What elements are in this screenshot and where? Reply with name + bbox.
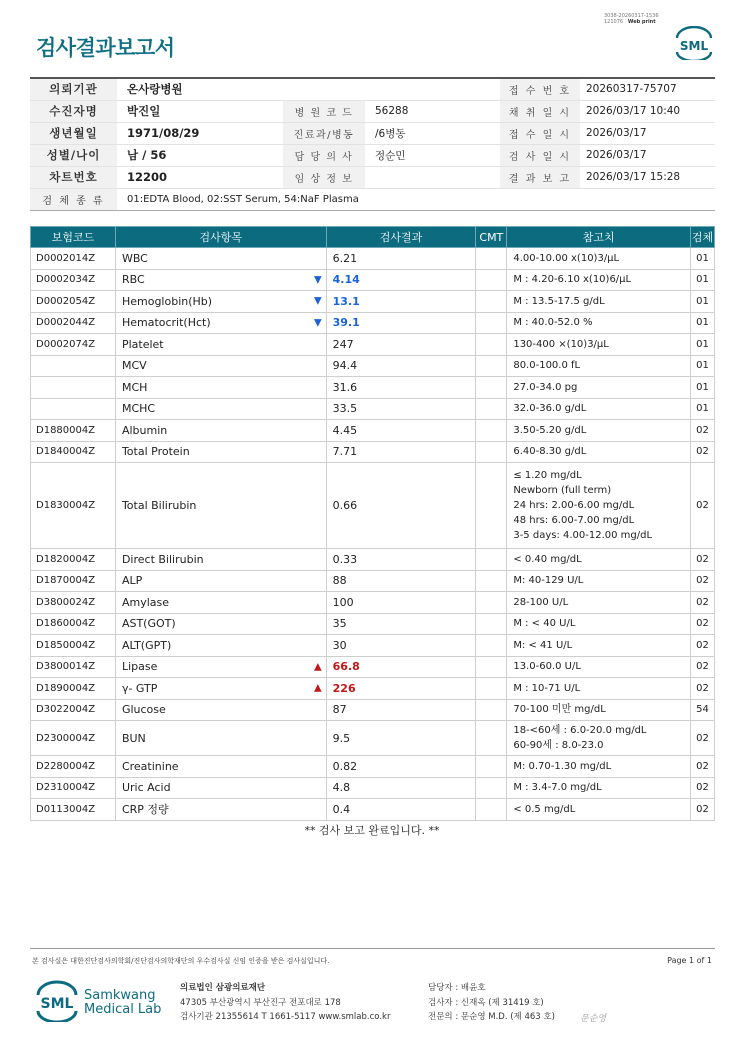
- test-item-name: [115, 678, 326, 700]
- test-item-name: [115, 799, 326, 821]
- reference-range: [507, 355, 691, 377]
- test-item-name: [115, 398, 326, 420]
- insurance-code: [31, 377, 116, 399]
- test-item-label: γ- GTP: [121, 681, 158, 695]
- reference-line: M : 4.20-6.10 x(10)6/μL: [513, 274, 632, 286]
- triangle-down-icon: ▼: [313, 274, 322, 286]
- specimen-code: 02: [690, 721, 714, 756]
- insurance-code: D3022004Z: [31, 699, 116, 721]
- cmt-cell: [476, 777, 507, 799]
- test-result-value: 100: [326, 592, 476, 614]
- test-item-name: [115, 592, 326, 614]
- table-row: [31, 398, 715, 420]
- reference-line: M : 10-71 U/L: [513, 682, 581, 694]
- reference-line: 18-<60세 : 6.0-20.0 mg/dL: [513, 725, 647, 736]
- cmt-cell: [476, 613, 507, 635]
- test-item-label: CRP 정량: [121, 803, 169, 817]
- test-result-value: 0.4: [326, 799, 476, 821]
- insurance-code: [31, 355, 116, 377]
- cmt-cell: [476, 570, 507, 592]
- test-result-value: 9.5: [326, 721, 476, 756]
- insurance-code: D1840004Z: [31, 441, 116, 463]
- cmt-cell: [476, 592, 507, 614]
- test-item-label: Uric Acid: [121, 781, 171, 795]
- insurance-code: D0002054Z: [31, 291, 116, 313]
- chart-number: 12200: [117, 166, 283, 188]
- cmt-cell: [476, 312, 507, 334]
- reference-line: 32.0-36.0 g/dL: [513, 403, 587, 415]
- receipt-date: 2026/03/17: [580, 122, 715, 144]
- cmt-cell: [476, 549, 507, 571]
- reference-range: [507, 334, 691, 356]
- test-item-name: [115, 463, 326, 549]
- col-reference: 참고치: [507, 227, 691, 248]
- test-result-value: 66.8: [326, 656, 476, 678]
- reference-line: < 0.40 mg/dL: [513, 553, 582, 565]
- collection-time: 2026/03/17 10:40: [580, 100, 715, 122]
- reference-range: [507, 592, 691, 614]
- reference-line: M: < 41 U/L: [513, 639, 573, 651]
- test-item-label: Direct Bilirubin: [121, 552, 204, 566]
- department-ward: /6병동: [365, 122, 500, 144]
- insurance-code: D3800024Z: [31, 592, 116, 614]
- test-item-name: [115, 269, 326, 291]
- hospital-code: 56288: [365, 100, 500, 122]
- table-row: [31, 656, 715, 678]
- specimen-code: 02: [690, 463, 714, 549]
- test-result-value: 4.8: [326, 777, 476, 799]
- test-item-name: [115, 355, 326, 377]
- reference-line: 70-100 미만 mg/dL: [513, 704, 606, 716]
- test-item-label: WBC: [121, 251, 148, 265]
- reference-range: [507, 312, 691, 334]
- test-item-label: Albumin: [121, 423, 168, 437]
- specimen-code: 02: [690, 678, 714, 700]
- reference-range: [507, 699, 691, 721]
- table-row: [31, 269, 715, 291]
- col-result: 검사결과: [326, 227, 476, 248]
- test-result-value: 35: [326, 613, 476, 635]
- specimen-code: 01: [690, 291, 714, 313]
- specimen-types: 01:EDTA Blood, 02:SST Serum, 54:NaF Plasma: [117, 188, 715, 210]
- reference-line: 3-5 days: 4.00-12.00 mg/dL: [513, 530, 653, 541]
- specimen-code: 01: [690, 355, 714, 377]
- table-row: [31, 592, 715, 614]
- insurance-code: D1880004Z: [31, 420, 116, 442]
- reference-line: M: 40-129 U/L: [513, 575, 584, 587]
- specimen-code: 02: [690, 777, 714, 799]
- specimen-code: 01: [690, 248, 714, 270]
- cmt-cell: [476, 291, 507, 313]
- test-item-label: AST(GOT): [121, 617, 176, 631]
- staff-info: 담당자 : 배윤호 검사자 : 신재옥 (제 31419 호) 전문의 : 문순영 M.D. (제 463 호): [428, 983, 555, 1022]
- reference-line: 80.0-100.0 fL: [513, 360, 581, 372]
- reference-line: 130-400 ×(10)3/μL: [513, 338, 609, 350]
- specimen-code: 01: [690, 312, 714, 334]
- cmt-cell: [476, 799, 507, 821]
- triangle-down-icon: ▼: [313, 317, 322, 329]
- reference-line: 3.50-5.20 g/dL: [513, 424, 587, 436]
- test-item-label: Amylase: [121, 595, 169, 609]
- reference-range: [507, 291, 691, 313]
- col-test-item: 검사항목: [115, 227, 326, 248]
- test-result-value: 88: [326, 570, 476, 592]
- insurance-code: D1870004Z: [31, 570, 116, 592]
- test-date: 2026/03/17: [580, 144, 715, 166]
- table-row: [31, 756, 715, 778]
- reference-range: [507, 549, 691, 571]
- test-item-name: [115, 613, 326, 635]
- svg-text:SML: SML: [40, 996, 74, 1012]
- specimen-code: 02: [690, 420, 714, 442]
- reference-range: [507, 613, 691, 635]
- reference-line: M : < 40 U/L: [513, 618, 576, 630]
- test-item-name: [115, 441, 326, 463]
- specimen-code: 02: [690, 570, 714, 592]
- patient-info-table: 의뢰기관 온사랑병원 접 수 번 호 20260317-75707 수진자명 박진일 병 원 코 드 56288 채 취 일 시 2026/03/17 10:40 생년월일 1971/08/29 진료과/병동 /6병동 접 수 일 시 2026/03/17 성별/나이 남 / 56 담 당 의 사 정순민 검 사 일 시 2026/03/17 차트번호 12200 임 상 정 보 결 과 보 고 2026/03/17 15:28 검 체 종 류 01:EDTA Blood, 02:SST Serum, 54:NaF Plasma: [30, 77, 715, 211]
- table-row: [31, 777, 715, 799]
- reference-range: [507, 656, 691, 678]
- test-result-value: 33.5: [326, 398, 476, 420]
- table-row: [31, 721, 715, 756]
- svg-text:SML: SML: [679, 39, 709, 53]
- test-result-value: 0.33: [326, 549, 476, 571]
- test-item-name: [115, 699, 326, 721]
- test-item-label: ALT(GPT): [121, 638, 172, 652]
- test-item-label: Total Bilirubin: [121, 499, 197, 512]
- triangle-up-icon: ▲: [313, 661, 322, 673]
- reference-range: [507, 463, 691, 549]
- test-item-name: [115, 549, 326, 571]
- footer-divider: [30, 948, 715, 949]
- reference-line: Newborn (full term): [513, 485, 612, 496]
- test-item-name: [115, 312, 326, 334]
- reference-range: [507, 420, 691, 442]
- insurance-code: D1850004Z: [31, 635, 116, 657]
- specimen-code: 02: [690, 656, 714, 678]
- test-item-label: BUN: [121, 731, 146, 745]
- insurance-code: D0113004Z: [31, 799, 116, 821]
- specimen-code: 02: [690, 799, 714, 821]
- reference-line: M : 3.4-7.0 mg/dL: [513, 782, 602, 794]
- specimen-code: 02: [690, 635, 714, 657]
- results-table: [30, 226, 715, 821]
- requesting-institution: 온사랑병원: [117, 78, 500, 100]
- reference-line: 27.0-34.0 pg: [513, 381, 578, 393]
- table-row: [31, 334, 715, 356]
- col-cmt: CMT: [476, 227, 507, 248]
- test-result-value: 4.45: [326, 420, 476, 442]
- reference-line: 48 hrs: 6.00-7.00 mg/dL: [513, 515, 635, 526]
- test-result-value: 0.66: [326, 463, 476, 549]
- cmt-cell: [476, 756, 507, 778]
- cmt-cell: [476, 355, 507, 377]
- reference-line: M : 40.0-52.0 %: [513, 317, 593, 329]
- insurance-code: D2300004Z: [31, 721, 116, 756]
- test-item-name: [115, 377, 326, 399]
- test-result-value: 39.1: [326, 312, 476, 334]
- insurance-code: D0002014Z: [31, 248, 116, 270]
- insurance-code: D3800014Z: [31, 656, 116, 678]
- specimen-code: 01: [690, 269, 714, 291]
- cmt-cell: [476, 420, 507, 442]
- reference-line: 24 hrs: 2.00-6.00 mg/dL: [513, 500, 635, 511]
- test-item-label: Hematocrit(Hct): [121, 316, 211, 330]
- table-row: [31, 312, 715, 334]
- cmt-cell: [476, 463, 507, 549]
- test-result-value: 13.1: [326, 291, 476, 313]
- reference-range: [507, 756, 691, 778]
- test-result-value: 0.82: [326, 756, 476, 778]
- certification-note: 본 검사실은 대한진단검사의학회/진단검사의학재단의 우수검사실 신임 인증을 받은 검사실입니다.: [32, 957, 330, 965]
- reference-range: [507, 377, 691, 399]
- table-row: [31, 570, 715, 592]
- table-row: [31, 799, 715, 821]
- reference-range: [507, 441, 691, 463]
- test-item-label: MCH: [121, 380, 148, 394]
- table-row: [31, 463, 715, 549]
- sml-logo-icon: [674, 26, 714, 60]
- reference-range: [507, 269, 691, 291]
- cmt-cell: [476, 656, 507, 678]
- test-item-label: Platelet: [121, 337, 164, 351]
- insurance-code: D2280004Z: [31, 756, 116, 778]
- col-insurance-code: 보험코드: [31, 227, 116, 248]
- insurance-code: D1890004Z: [31, 678, 116, 700]
- test-result-value: 247: [326, 334, 476, 356]
- reference-line: ≤ 1.20 mg/dL: [513, 470, 582, 481]
- table-row: [31, 355, 715, 377]
- test-item-name: [115, 721, 326, 756]
- table-row: [31, 291, 715, 313]
- reference-range: [507, 635, 691, 657]
- print-code: 3038-20260317-1536 121076 Web print: [604, 13, 659, 25]
- reference-range: [507, 799, 691, 821]
- insurance-code: [31, 398, 116, 420]
- reference-range: [507, 721, 691, 756]
- insurance-code: D1820004Z: [31, 549, 116, 571]
- specimen-code: 01: [690, 398, 714, 420]
- specimen-code: 02: [690, 592, 714, 614]
- table-row: [31, 248, 715, 270]
- specimen-code: 01: [690, 334, 714, 356]
- insurance-code: D2310004Z: [31, 777, 116, 799]
- table-row: [31, 549, 715, 571]
- table-row: [31, 635, 715, 657]
- insurance-code: D1860004Z: [31, 613, 116, 635]
- reference-range: [507, 398, 691, 420]
- cmt-cell: [476, 699, 507, 721]
- cmt-cell: [476, 441, 507, 463]
- test-item-label: Total Protein: [121, 445, 190, 459]
- report-title: 검사결과보고서: [36, 36, 175, 60]
- table-row: [31, 377, 715, 399]
- reference-line: < 0.5 mg/dL: [513, 803, 576, 815]
- specimen-code: 54: [690, 699, 714, 721]
- table-row: [31, 420, 715, 442]
- cmt-cell: [476, 334, 507, 356]
- cmt-cell: [476, 269, 507, 291]
- test-result-value: 94.4: [326, 355, 476, 377]
- insurance-code: D1830004Z: [31, 463, 116, 549]
- triangle-down-icon: ▼: [313, 295, 322, 307]
- specimen-code: 02: [690, 613, 714, 635]
- test-item-label: ALP: [121, 574, 143, 588]
- test-result-value: 87: [326, 699, 476, 721]
- test-item-label: MCV: [121, 359, 147, 373]
- report-complete-message: ** 검사 보고 완료입니다. **: [304, 824, 440, 837]
- sex-age: 남 / 56: [117, 144, 283, 166]
- test-item-name: [115, 756, 326, 778]
- test-item-name: [115, 420, 326, 442]
- specimen-code: 02: [690, 756, 714, 778]
- table-row: [31, 441, 715, 463]
- test-result-value: 4.14: [326, 269, 476, 291]
- organization-info: 의료법인 삼광의료재단 47305 부산광역시 부산진구 전포대로 178 검사기관 21355614 T 1661-5117 www.smlab.co.kr: [180, 983, 391, 1022]
- reference-line: M: 0.70-1.30 mg/dL: [513, 760, 612, 772]
- specialist-signature: 문순영: [580, 1014, 607, 1024]
- reference-range: [507, 570, 691, 592]
- test-item-label: RBC: [121, 273, 145, 287]
- reference-range: [507, 678, 691, 700]
- cmt-cell: [476, 398, 507, 420]
- table-row: [31, 613, 715, 635]
- reference-line: 13.0-60.0 U/L: [513, 661, 581, 673]
- table-row: [31, 678, 715, 700]
- reference-line: M : 13.5-17.5 g/dL: [513, 295, 605, 307]
- cmt-cell: [476, 721, 507, 756]
- cmt-cell: [476, 248, 507, 270]
- reference-line: 28-100 U/L: [513, 596, 569, 608]
- lab-brand-name: Samkwang Medical Lab: [84, 988, 162, 1017]
- attending-doctor: 정순민: [365, 144, 500, 166]
- insurance-code: D0002044Z: [31, 312, 116, 334]
- test-item-label: Hemoglobin(Hb): [121, 294, 213, 308]
- reference-range: [507, 248, 691, 270]
- specimen-code: 02: [690, 549, 714, 571]
- cmt-cell: [476, 377, 507, 399]
- specimen-code: 02: [690, 441, 714, 463]
- patient-name: 박진일: [117, 100, 283, 122]
- reference-line: 4.00-10.00 x(10)3/μL: [513, 252, 620, 264]
- cmt-cell: [476, 678, 507, 700]
- reference-range: [507, 777, 691, 799]
- insurance-code: D0002034Z: [31, 269, 116, 291]
- receipt-number: 20260317-75707: [580, 78, 715, 100]
- clinical-info: [365, 166, 500, 188]
- test-item-name: [115, 777, 326, 799]
- triangle-up-icon: ▲: [313, 682, 322, 694]
- birth-date: 1971/08/29: [117, 122, 283, 144]
- test-result-value: 7.71: [326, 441, 476, 463]
- specimen-code: 01: [690, 377, 714, 399]
- test-result-value: 31.6: [326, 377, 476, 399]
- page-number: Page 1 of 1: [667, 956, 712, 965]
- report-time: 2026/03/17 15:28: [580, 166, 715, 188]
- test-item-label: Glucose: [121, 703, 166, 717]
- test-item-name: [115, 570, 326, 592]
- sml-lab-logo-icon: [35, 980, 79, 1022]
- test-result-value: 6.21: [326, 248, 476, 270]
- cmt-cell: [476, 635, 507, 657]
- test-item-label: Creatinine: [121, 759, 179, 773]
- insurance-code: D0002074Z: [31, 334, 116, 356]
- test-item-name: [115, 334, 326, 356]
- test-item-label: MCHC: [121, 402, 156, 416]
- col-specimen: 검체: [690, 227, 714, 248]
- reference-line: 60-90세 : 8.0-23.0: [513, 740, 604, 751]
- reference-line: 6.40-8.30 g/dL: [513, 446, 587, 458]
- test-item-name: [115, 291, 326, 313]
- test-item-name: [115, 248, 326, 270]
- test-result-value: 30: [326, 635, 476, 657]
- table-row: [31, 699, 715, 721]
- test-item-label: Lipase: [121, 660, 158, 674]
- test-result-value: 226: [326, 678, 476, 700]
- test-item-name: [115, 635, 326, 657]
- test-item-name: [115, 656, 326, 678]
